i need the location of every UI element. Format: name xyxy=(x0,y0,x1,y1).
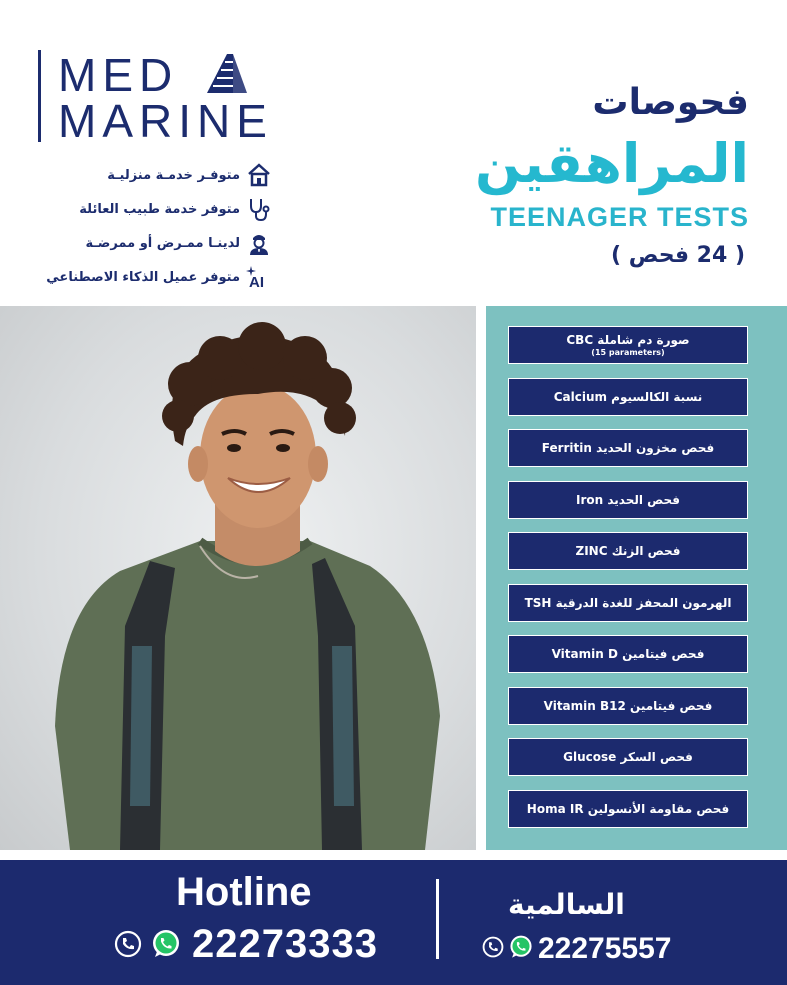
test-item xyxy=(508,635,748,673)
test-label: نسبة الكالسيوم Calcium xyxy=(553,390,703,404)
phone-icon[interactable] xyxy=(482,936,504,958)
test-item xyxy=(508,481,748,519)
brand-logo xyxy=(38,48,273,147)
service-label: متوفـر خدمـة منزليـة xyxy=(107,167,240,183)
teenager-illustration xyxy=(0,306,476,850)
stethoscope-icon xyxy=(246,196,272,222)
service-family-doctor xyxy=(36,192,272,226)
test-label: فحص مقاومة الأنسولين Homa IR xyxy=(526,802,730,816)
whatsapp-icon[interactable] xyxy=(508,934,534,960)
service-label: متوفر عميل الذكاء الاصطناعي xyxy=(46,269,240,285)
service-nurse xyxy=(36,226,272,260)
ai-icon xyxy=(246,264,272,290)
hotline-number[interactable]: 22273333 xyxy=(192,922,378,966)
test-item xyxy=(508,326,748,364)
test-label: فحص الحديد Iron xyxy=(575,493,681,507)
tests-panel xyxy=(486,306,787,850)
test-item xyxy=(508,738,748,776)
home-icon xyxy=(246,162,272,188)
branch-number[interactable]: 22275557 xyxy=(538,932,672,965)
svg-text:AI: AI xyxy=(249,274,264,290)
logo-bar xyxy=(38,50,41,142)
service-ai-agent xyxy=(36,260,272,294)
test-item xyxy=(508,378,748,416)
headline xyxy=(349,80,749,270)
services-list xyxy=(36,158,272,294)
test-item xyxy=(508,584,748,622)
logo-line-1: MED xyxy=(58,49,179,101)
test-sublabel: (15 parameters) xyxy=(591,348,665,357)
footer-divider xyxy=(436,879,439,959)
teenager-photo xyxy=(0,306,476,850)
hotline-label: Hotline xyxy=(176,870,312,914)
test-label: الهرمون المحفز للغدة الدرقية TSH xyxy=(524,596,732,610)
service-label: لدينـا ممـرض أو ممرضـة xyxy=(85,235,240,251)
logo-line-2: MARINE xyxy=(58,95,273,147)
test-item xyxy=(508,687,748,725)
test-label: فحص فيتامين Vitamin B12 xyxy=(543,699,713,713)
tests-count: ( 24 فحص ) xyxy=(611,243,745,268)
nurse-icon xyxy=(246,230,272,256)
service-home xyxy=(36,158,272,192)
phone-icon[interactable] xyxy=(114,930,142,958)
test-item xyxy=(508,532,748,570)
test-label: فحص فيتامين Vitamin D xyxy=(551,647,705,661)
test-item xyxy=(508,429,748,467)
test-label: فحص الزنك ZINC xyxy=(575,544,681,558)
test-label: صورة دم شاملة CBC xyxy=(566,333,690,347)
test-item xyxy=(508,790,748,828)
contact-footer xyxy=(0,860,787,985)
branch-name: السالمية xyxy=(508,888,625,921)
headline-english: TEENAGER TESTS xyxy=(490,202,749,232)
service-label: متوفر خدمة طبيب العائلة xyxy=(79,201,240,217)
headline-title-line-2: المراهقين xyxy=(474,132,749,195)
whatsapp-icon[interactable] xyxy=(150,928,182,960)
test-label: فحص مخزون الحديد Ferritin xyxy=(541,441,715,455)
test-label: فحص السكر Glucose xyxy=(563,750,693,764)
headline-title-line-1: فحوصات xyxy=(592,82,749,123)
logo-sail-mark xyxy=(203,52,247,94)
